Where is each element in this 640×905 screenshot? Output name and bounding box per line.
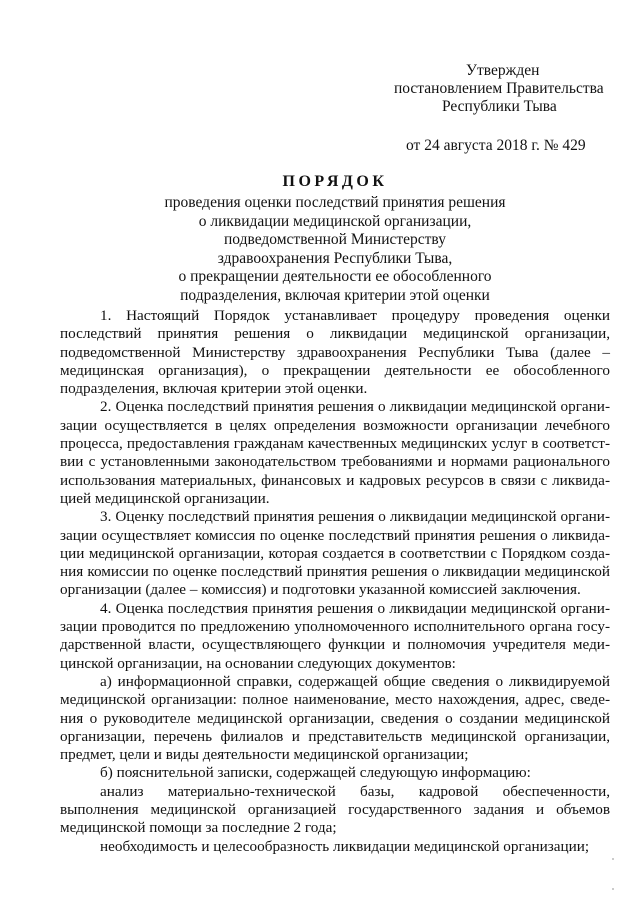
- document-subtitle-line: о прекращении деятельности ее обособленного: [178, 268, 492, 286]
- document-subtitle-line: подразделения, включая критерии этой оценки: [180, 286, 490, 304]
- paragraph-2: 2. Оценка последствий принятия решения о ликвидации медицинской организации осуществляется в целях определения возможности организации лечебного процесса, предоставления гражданам качественных медицинских услуг в соответствии с установленными законодательством требованиями и нормами рационального использования материальных, финансовых и кадровых ресурсов в связи с ликвидацией медицинской организации.: [60, 398, 610, 507]
- paragraph-4a: а) информационной справки, содержащей общие сведения о ликвидируемой медицинской организации: полное наименование, место нахождения, адрес, сведения о руководителе медицинской организации, сведения о создании медицинской организации, перечень филиалов и представительств медицинской организации, предмет, цели и виды деятельности медицинской организации;: [60, 672, 610, 764]
- document-subtitle-line: здравоохранения Республики Тыва,: [217, 249, 453, 267]
- document-subtitle-line: проведения оценки последствий принятия решения: [164, 194, 506, 211]
- approval-line-republic: Республики Тыва: [442, 98, 557, 115]
- paragraph-3: 3. Оценку последствий принятия решения о ликвидации медицинской организации осуществляет комиссия по оценке последствий принятия решения о ликвидации медицинской организации, которая создается в соответствии с Порядком создания комиссии по оценке последствий принятия решения о ликвидации медицинской организации (далее – комиссия) и подготовки указанной комиссией заключения.: [60, 508, 610, 599]
- document-heading: [60, 172, 610, 306]
- paragraph-4b-necessity: необходимость и целесообразность ликвидации медицинской организации;: [100, 837, 590, 855]
- scan-speck: [612, 858, 614, 860]
- document-body: [60, 307, 610, 856]
- document-subtitle-line: подведомственной Министерству: [224, 231, 446, 249]
- approval-line-resolution: постановлением Правительства: [394, 80, 604, 97]
- paragraph-4: 4. Оценка последствия принятия решения о ликвидации медицинской организации проводится по предложению уполномоченного исполнительного органа государственной власти, осуществляющего функции и полномочия учредителя медицинской организации, на основании следующих документов:: [60, 599, 610, 672]
- paragraph-4b-analysis: анализ материально-технической базы, кадровой обеспеченности, выполнения медицинской организацией государственного задания и объемов медицинской помощи за последние 2 года;: [60, 782, 610, 837]
- document-title: ПОРЯДОК: [282, 173, 388, 190]
- paragraph-4b: б) пояснительной записки, содержащей следующую информацию:: [100, 764, 531, 782]
- approval-date: от 24 августа 2018 г. № 429: [406, 137, 586, 154]
- approval-stamp: [380, 62, 620, 155]
- document-subtitle-line: о ликвидации медицинской организации,: [198, 212, 472, 230]
- approval-line-approved: Утвержден: [466, 62, 540, 79]
- scan-speck: [612, 888, 614, 890]
- paragraph-1: 1. Настоящий Порядок устанавливает процедуру проведения оценки последствий принятия решения о ликвидации медицинской организации, подведомственной Министерству здравоохранения Республики Тыва (далее – медицинская организация), о прекращении деятельности ее обособленного подразделения, включая критерии этой оценки.: [60, 307, 610, 398]
